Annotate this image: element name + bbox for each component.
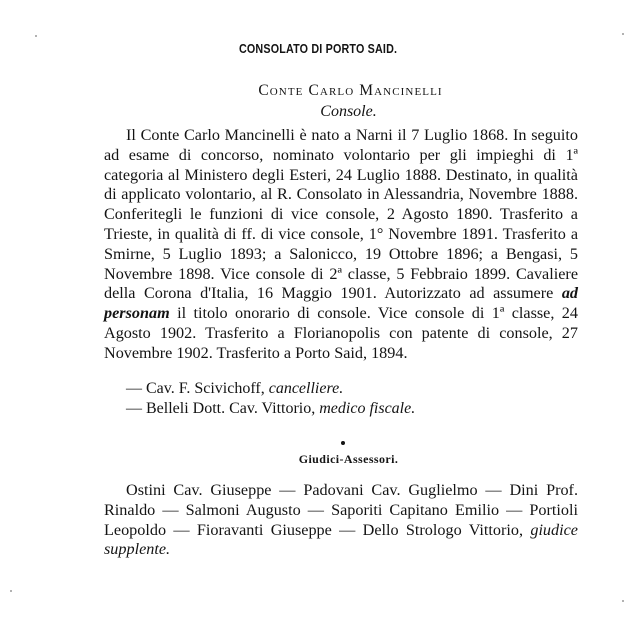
assessors-list-emphasis: giudice supplente. — [104, 520, 578, 559]
consul-biography-end: il titolo onorario di console. Vice console di 1ª classe, 24 Agosto 1902. Trasferito a Florianopolis con patente di console, 27 Novembre 1902. Trasferito a Porto Said, 1894. — [104, 304, 578, 362]
consulate-heading: CONSOLATO DI PORTO SAID. — [238, 42, 398, 56]
staff-entry-chancellor — [126, 379, 576, 399]
scan-speck — [35, 35, 37, 37]
staff-entry-name: — Cav. F. Scivichoff, — [126, 380, 269, 397]
consul-biography-emphasis: ad personam — [104, 284, 578, 323]
staff-entry-role: medico fiscale. — [319, 400, 416, 417]
staff-entry-role: cancelliere. — [268, 380, 344, 397]
staff-entry-name: — Belleli Dott. Cav. Vittorio, — [126, 400, 320, 417]
scan-speck — [622, 600, 624, 602]
ornament-dot — [341, 441, 345, 445]
assessors-list — [104, 481, 578, 560]
consul-biography-text: Il Conte Carlo Mancinelli è nato a Narni il 7 Luglio 1868. In seguito ad esame di concorso, nominato volontario per gli impieghi di 1ª categoria al Ministero degli Esteri, 24 Luglio 1888. Destinato, in qualità di applicato volontario, al R. Consolato in Alessandria, Novembre 1888. Conferitegli le funzioni di vice console, 2 Agosto 1890. Trasferito a Trieste, in qualità di ff. di vice console, 1° Novembre 1891. Trasferito a Smirne, 5 Luglio 1893; a Salonicco, 19 Ottobre 1896; a Bengasi, 5 Novembre 1898. Vice console di 2ª classe, 5 Febbraio 1899. Cavaliere della Corona d'Italia, 16 Maggio 1901. Autorizzato ad assumere — [104, 126, 578, 303]
assessors-title-text: Giudici-Assessori. — [298, 452, 399, 466]
consul-biography — [104, 126, 578, 364]
consul-role: Console. — [320, 103, 377, 120]
staff-entry-medical-officer — [126, 399, 576, 419]
scan-speck — [622, 33, 624, 35]
assessors-section-title — [34, 452, 629, 467]
scan-speck — [10, 590, 12, 592]
consul-name: Conte Carlo Mancinelli — [258, 82, 443, 99]
assessors-list-text: Ostini Cav. Giuseppe — Padovani Cav. Guglielmo — Dini Prof. Rinaldo — Salmoni Augusto — Saporiti Capitano Emilio — Portioli Leopoldo — Fioravanti Giuseppe — Dello Strologo Vittorio, — [104, 481, 578, 539]
